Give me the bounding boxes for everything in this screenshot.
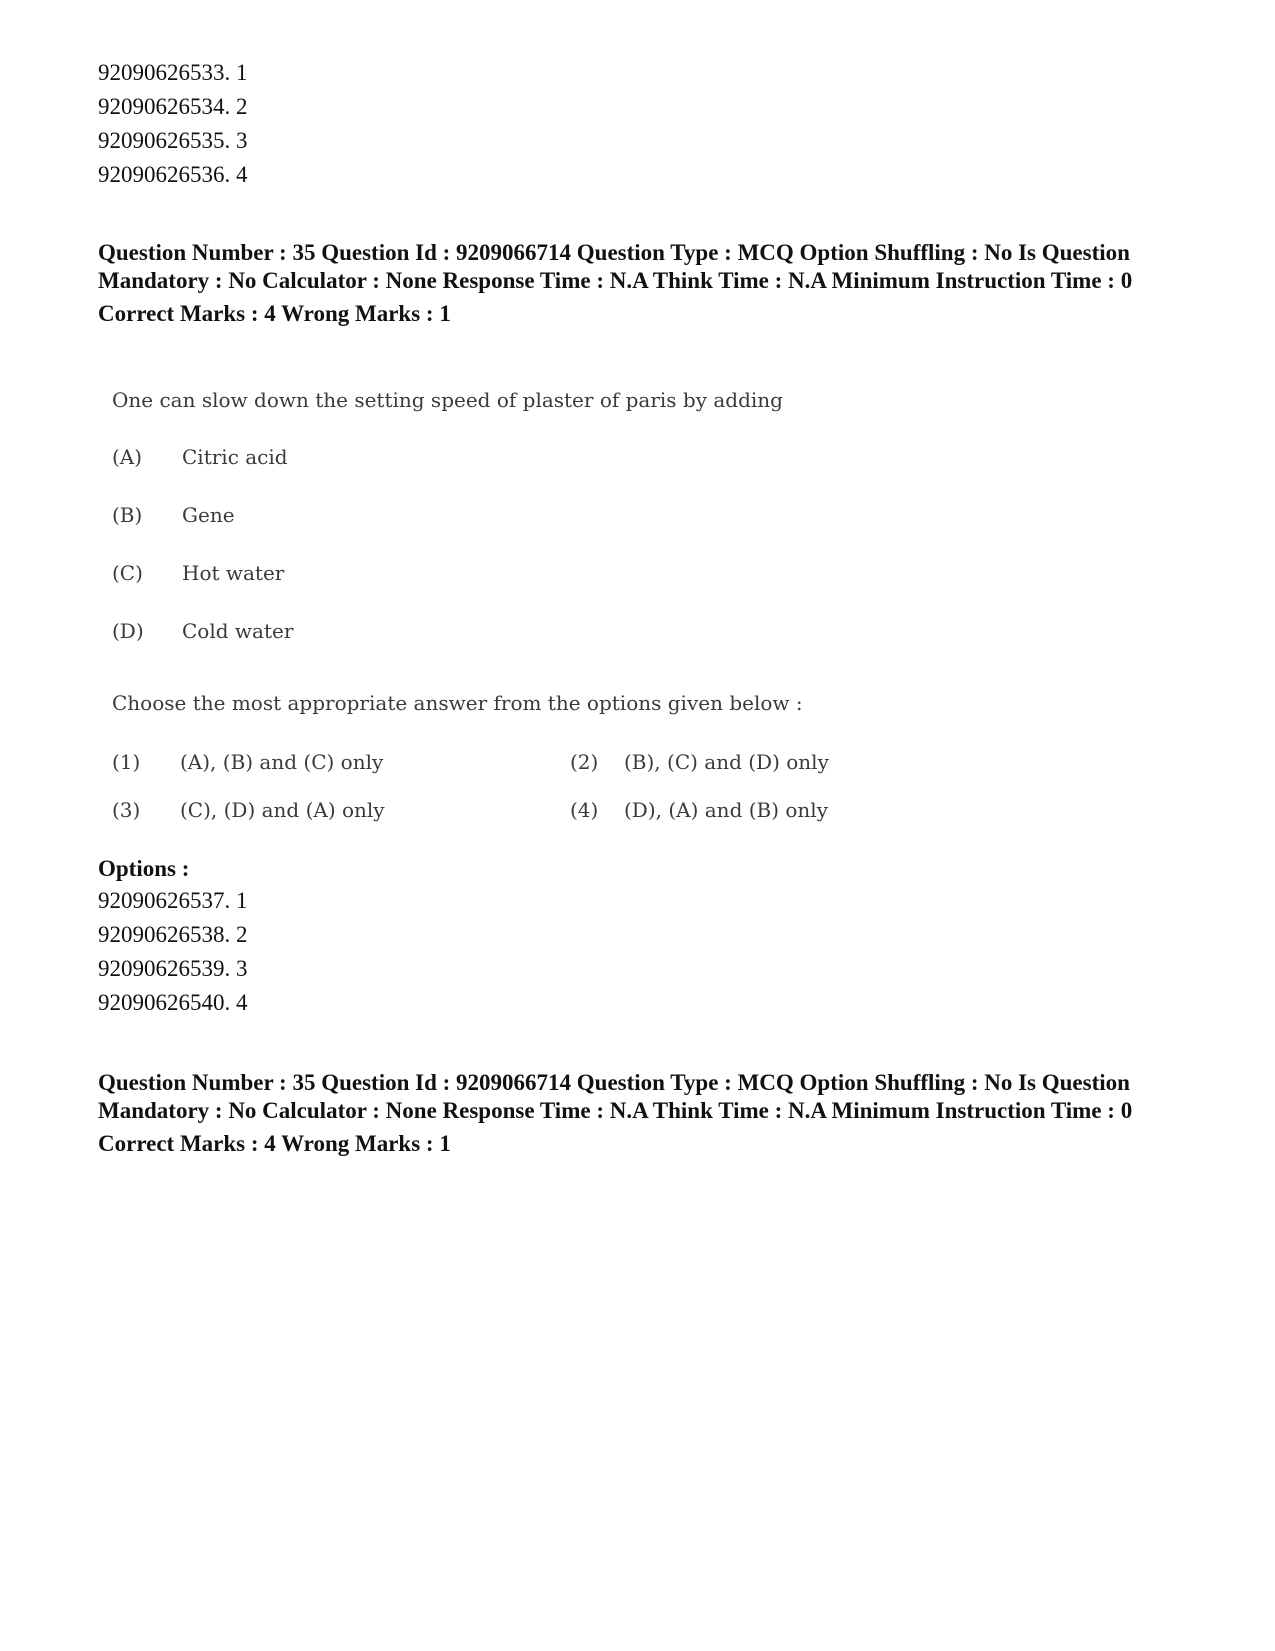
- answer-number: (2): [570, 750, 599, 774]
- answer-choice: [570, 798, 828, 822]
- option-line: 92090626533. 1: [98, 60, 248, 85]
- answer-choice: [570, 750, 829, 774]
- answer-choice: [112, 750, 383, 774]
- option-line: 92090626540. 4: [98, 990, 248, 1015]
- statement-text: Hot water: [182, 561, 285, 585]
- statement-label: (A): [112, 445, 143, 469]
- option-line: 92090626534. 2: [98, 94, 248, 119]
- statement-text: Gene: [182, 503, 235, 527]
- choose-instruction: Choose the most appropriate answer from the options given below :: [112, 691, 803, 715]
- answer-text: (D), (A) and (B) only: [624, 798, 829, 822]
- statement-label: (C): [112, 561, 143, 585]
- statement-item: [112, 619, 293, 643]
- question-marks: Correct Marks : 4 Wrong Marks : 1: [98, 301, 451, 326]
- option-line: 92090626535. 3: [98, 128, 248, 153]
- option-line: 92090626536. 4: [98, 162, 248, 187]
- previous-options-list: [98, 56, 248, 192]
- answer-text: (A), (B) and (C) only: [180, 750, 384, 774]
- question-marks: Correct Marks : 4 Wrong Marks : 1: [98, 1131, 451, 1156]
- question-stem: One can slow down the setting speed of plaster of paris by adding: [112, 388, 783, 412]
- answer-text: (C), (D) and (A) only: [180, 798, 385, 822]
- question-meta: Question Number : 35 Question Id : 9209066714 Question Type : MCQ Option Shuffling : No Is Question Mandatory : No Calculator : None Response Time : N.A Think Time : N.A Minimum Instruction Time : 0: [98, 1070, 1133, 1123]
- statement-label: (B): [112, 503, 143, 527]
- answer-choice: [112, 798, 385, 822]
- answer-number: (1): [112, 750, 141, 774]
- options-list: [98, 884, 248, 1020]
- statement-item: [112, 561, 284, 585]
- option-line: 92090626539. 3: [98, 956, 248, 981]
- option-line: 92090626538. 2: [98, 922, 248, 947]
- question-meta: Question Number : 35 Question Id : 9209066714 Question Type : MCQ Option Shuffling : No Is Question Mandatory : No Calculator : None Response Time : N.A Think Time : N.A Minimum Instruction Time : 0: [98, 240, 1133, 293]
- question-header: [98, 239, 1158, 328]
- answer-number: (4): [570, 798, 599, 822]
- statement-text: Citric acid: [182, 445, 288, 469]
- question-header: [98, 1069, 1158, 1158]
- statement-text: Cold water: [182, 619, 294, 643]
- option-line: 92090626537. 1: [98, 888, 248, 913]
- statement-item: [112, 503, 235, 527]
- answer-text: (B), (C) and (D) only: [624, 750, 829, 774]
- statement-label: (D): [112, 619, 144, 643]
- statement-item: [112, 445, 288, 469]
- options-title: Options :: [98, 856, 190, 881]
- answer-number: (3): [112, 798, 141, 822]
